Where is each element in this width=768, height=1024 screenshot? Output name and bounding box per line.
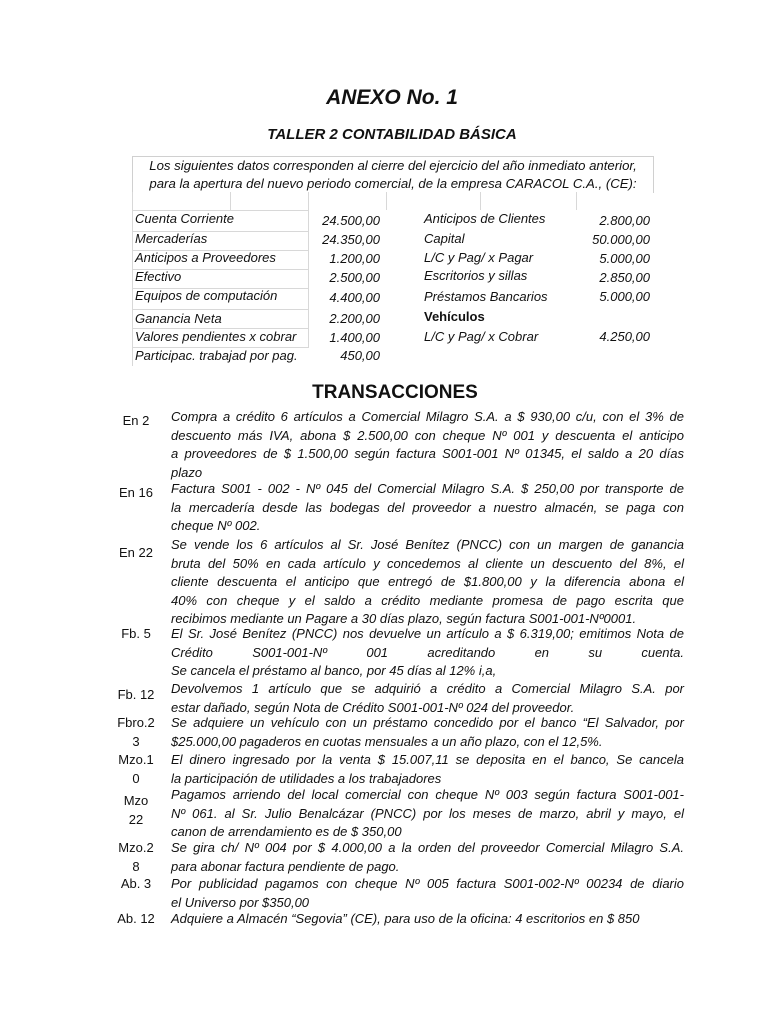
transaction-line: Se gira ch/ Nº 004 por $ 4.000,00 a la orden del proveedor Comercial Milagro S.A. [171,840,684,855]
account-value: 5.000,00 [599,289,650,304]
intro-line-2: para la apertura del nuevo periodo comercial, de la empresa CARACOL C.A., (CE): [149,176,637,191]
transaction-date-part: Ab. 12 [117,911,155,926]
transaction-line: Factura S001 - 002 - Nº 045 del Comercial Milagro S.A. $ 250,00 por transporte de [171,481,684,496]
transaction-line: canon de arrendamiento es de $ 350,00 [171,824,402,840]
transaction-line: El dinero ingresado por la venta $ 15.007,11 se deposita en el banco, Se cancela [171,752,684,767]
grid-line [132,192,133,366]
transaction-description [171,625,684,681]
transaction-line: Se vende los 6 artículos al Sr. José Benítez (PNCC) con un margen de ganancia [171,537,684,552]
transaction-description [171,875,684,912]
account-value: 1.400,00 [329,330,380,345]
account-name: Valores pendientes x cobrar [135,329,297,344]
account-name: Préstamos Bancarios [424,289,548,304]
account-value: 5.000,00 [599,251,650,266]
transaction-line: Nº 061. al Sr. Julio Benalcázar (PNCC) por los meses de marzo, abril y mayo, el [171,805,684,821]
account-value: 24.500,00 [322,213,380,228]
transaction-date [106,792,166,829]
transaction-description [171,786,684,842]
transaction-description [171,910,684,929]
account-name: Cuenta Corriente [135,211,234,226]
account-name: Efectivo [135,269,182,284]
account-name: Mercaderías [135,231,208,246]
transaction-line: descuento más IVA, abona $ 2.500,00 con cheque Nº 001 y descuenta el anticipo [171,427,684,443]
transaction-date-part: Fb. 5 [121,626,151,641]
transaction-date-part: 3 [132,733,140,749]
transaction-line: Devolvemos 1 artículo que se adquirió a crédito a Comercial Milagro S.A. por [171,681,684,696]
transaction-line: $25.000,00 pagaderos en cuotas mensuales a un año plazo, con el 12,5%. [171,733,603,749]
page-title: ANEXO No. 1 [326,86,458,109]
account-value: 4.250,00 [599,329,650,344]
account-name: Equipos de computación [135,288,278,303]
page-subtitle: TALLER 2 CONTABILIDAD BÁSICA [267,126,517,143]
transaction-date-part: En 16 [119,485,153,500]
transaction-description [171,480,684,536]
transaction-line: el Universo por $350,00 [171,894,310,910]
transaction-line: a proveedores de $ 1.500,00 según factura S001-001 Nº 01345, el saldo a 20 días [171,446,684,462]
grid-line [480,192,481,210]
transaction-date [106,910,166,929]
account-value: 1.200,00 [329,251,380,266]
grid-line [132,309,308,310]
account-name: L/C y Pag/ x Cobrar [424,329,539,344]
transaction-date [106,412,166,431]
account-value: 2.200,00 [329,311,380,326]
transaction-date [106,875,166,894]
account-name: Anticipos de Clientes [424,211,546,226]
transaction-line: la participación de utilidades a los trabajadores [171,770,442,786]
transaction-line: Por publicidad pagamos con cheque Nº 005 factura S001-002-Nº 00234 de diario [171,876,684,891]
transaction-line: Pagamos arriendo del local comercial con cheque Nº 003 según factura S001-001- [171,787,684,802]
transaction-line: plazo [171,464,203,480]
transaction-line: Compra a crédito 6 artículos a Comercial Milagro S.A. a $ 930,00 c/u, con el 3% de [171,409,684,424]
transaction-date-part: Mzo.2 [118,840,154,855]
account-value: 2.800,00 [599,213,650,228]
account-name: Ganancia Neta [135,311,222,326]
intro-text [132,156,654,193]
account-name: Participac. trabajad por pag. [135,348,298,363]
transaction-line: para abonar factura pendiente de pago. [171,858,400,874]
transaction-date-part: Ab. 3 [120,876,152,891]
transaction-line: cheque Nº 002. [171,518,261,534]
account-value: 450,00 [340,348,380,363]
account-value: 2.500,00 [329,270,380,285]
transaction-description [171,751,684,788]
account-value: 50.000,00 [592,232,650,247]
account-name: Vehículos [424,309,485,324]
account-value: 2.850,00 [599,270,650,285]
account-name: L/C y Pag/ x Pagar [424,250,534,265]
transaction-description [171,714,684,751]
transaction-description [171,680,684,717]
transaction-line: Se adquiere un vehículo con un préstamo concedido por el banco “El Salvador, por [171,715,684,730]
transaction-date-part: Fb. 12 [117,687,155,702]
transaction-date-part: 22 [128,811,144,827]
transaction-line: recibimos mediante un Pagare a 30 días plazo, según factura S001-001-Nº0001. [171,611,637,627]
transaction-line: Se cancela el préstamo al banco, por 45 días al 12% i,a, [171,663,497,679]
transaction-date [106,686,166,705]
transaction-date [106,839,166,876]
transaction-description [171,839,684,876]
transaction-description [171,536,684,629]
transaction-date [106,751,166,788]
transaction-date-part: Mzo [123,793,149,808]
grid-line [576,192,577,210]
transaction-line: cliente descuenta el anticipo que entregó de $1.800,00 y la diferencia abona el [171,574,684,590]
transaction-line: 40% con cheque y el saldo a crédito mediante promesa de pago escrita que [171,592,684,608]
account-value: 24.350,00 [322,232,380,247]
grid-line [230,192,231,210]
transaction-line: estar dañado, según Nota de Crédito S001-001-Nº 024 del proveedor. [171,699,575,715]
account-name: Escritorios y sillas [424,268,528,283]
transaction-date [106,544,166,563]
transaction-line: El Sr. José Benítez (PNCC) nos devuelve un artículo a $ 6.319,00; emitimos Nota de [171,626,684,641]
grid-line [386,192,387,210]
intro-line-1: Los siguientes datos corresponden al cierre del ejercicio del año inmediato anterior, [149,158,637,173]
transaction-description [171,408,684,482]
transaction-line: Adquiere a Almacén “Segovia” (CE), para uso de la oficina: 4 escritorios en $ 850 [171,911,640,926]
transaction-date-part: 8 [132,858,140,874]
transaction-line: bruta del 50% en cada artículo y concedemos al cliente un descuento del 8%, el [171,555,684,571]
account-name: Capital [424,231,465,246]
transaction-date [106,714,166,751]
transaction-date-part: En 22 [119,545,153,560]
transaction-date-part: Mzo.1 [118,752,154,767]
transaction-line: la mercadería desde las bodegas del proveedor a nuestro almacén, se paga con [171,499,684,515]
account-name: Anticipos a Proveedores [135,250,276,265]
transaction-date-part: En 2 [122,413,150,428]
section-title: TRANSACCIONES [312,382,478,403]
transaction-date-part: Fbro.2 [117,715,155,730]
account-value: 4.400,00 [329,290,380,305]
opening-balances-table [132,192,652,366]
transaction-date [106,625,166,644]
transaction-line: Crédito S001-001-Nº 001 acreditando en su cuenta. [171,644,684,660]
transaction-date [106,484,166,503]
transaction-date-part: 0 [132,770,140,786]
